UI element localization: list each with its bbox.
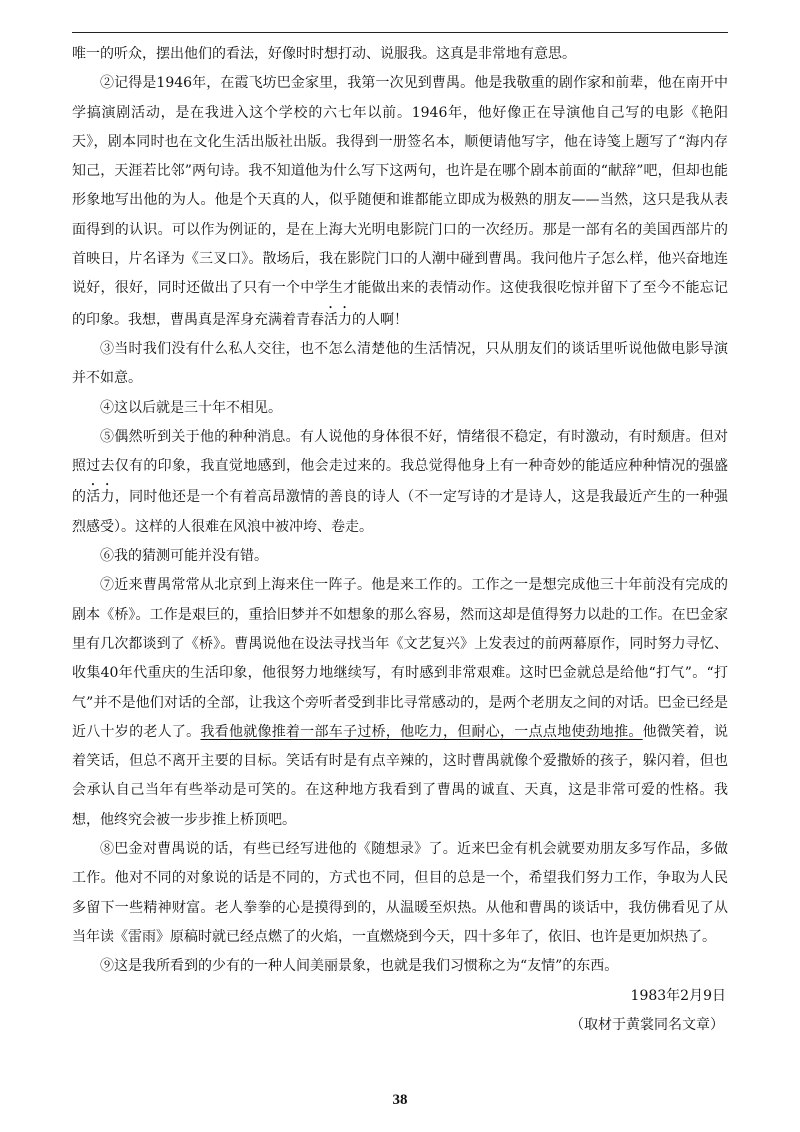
header-rule bbox=[72, 32, 728, 33]
paragraph-6 bbox=[72, 542, 728, 571]
paragraph-4-text: ④这以后就是三十年不相见。 bbox=[100, 399, 282, 416]
paragraph-4 bbox=[72, 394, 728, 423]
paragraph-6-text: ⑥我的猜测可能并没有错。 bbox=[100, 548, 268, 565]
article-source: （取材于黄裳同名文章） bbox=[570, 1016, 724, 1033]
paragraph-9-text: ⑨这是我所看到的少有的一种人间美丽景象，也就是我们习惯称之为“友情”的东西。 bbox=[100, 958, 619, 975]
emphasized-word: 活力 bbox=[324, 311, 352, 328]
page-number: 38 bbox=[392, 1092, 408, 1108]
paragraph-9 bbox=[72, 952, 728, 981]
paragraph-1-text: 唯一的听众，摆出他们的看法，好像时时想打动、说服我。这真是非常地有意思。 bbox=[72, 46, 576, 62]
paragraph-2 bbox=[72, 69, 728, 335]
paragraph-5 bbox=[72, 423, 728, 542]
paragraph-7-text: ⑦近来曹禺常常从北京到上海来住一阵子。他是来工作的。工作之一是想完成他三十年前没有完成的剧本《桥》。工作是艰巨的，重拾旧梦并不如想象的那么容易，然而这却是值得努力以赴的工作。在巴金家里有几次都谈到了《桥》。曹禺说他在设法寻找当年《文艺复兴》上发表过的前两幕原作，同时努力寻忆、收集40年代重庆的生活印象，他很努力地继续写，有时感到非常艰难。这时巴金就总是给他“打气”。“打气”并不是他们对话的全部，让我这个旁听者受到非比寻常感动的，是两个老朋友之间的对话。巴金已经是近八十岁的老人了。 bbox=[72, 577, 728, 740]
underlined-sentence: 我看他就像推着一部车子过桥，他吃力，但耐心，一点点地使劲地推。 bbox=[200, 723, 643, 740]
paragraph-7 bbox=[72, 571, 728, 835]
paragraph-3-text: ③当时我们没有什么私人交往，也不怎么清楚他的生活情况，只从朋友们的谈话里听说他做电影导演并不如意。 bbox=[72, 340, 728, 387]
paragraph-2-tail: 的人啊！ bbox=[352, 311, 408, 328]
paragraph-3 bbox=[72, 335, 728, 394]
paragraph-5-tail: ，同时他还是一个有着高昂激情的善良的诗人（不一定写诗的才是诗人，这是我最近产生的一种强烈感受）。这样的人很难在风浪中被冲垮、卷走。 bbox=[72, 489, 729, 535]
paragraph-1 bbox=[72, 40, 728, 69]
article-body bbox=[72, 40, 728, 1040]
paragraph-8-text: ⑧巴金对曹禺说的话，有些已经写进他的《随想录》了。近来巴金有机会就要劝朋友多写作品，多做工作。他对不同的对象说的话是不同的，方式也不同，但目的总是一个，希望我们努力工作，争取为人民多留下一些精神财富。老人拳拳的心是摸得到的，从温暖至炽热。从他和曹禺的谈话中，我仿佛看见了从当年读《雷雨》原稿时就已经点燃了的火焰，一直燃烧到今天，四十多年了，依旧、也许是更加炽热了。 bbox=[72, 841, 728, 945]
paragraph-7-tail: 他微笑着，说着笑话，但总不离开主要的目标。笑话有时是有点辛辣的，这时曹禺就像个爱撒娇的孩子，躲闪着，但也会承认自己当年有些举动是可笑的。在这种地方我看到了曹禺的诚直、天真，这是非常可爱的性格。我想，他终究会被一步步推上桥顶吧。 bbox=[72, 723, 729, 828]
emphasized-word: 活力 bbox=[86, 489, 115, 506]
paragraph-8 bbox=[72, 835, 728, 952]
paragraph-2-text: ②记得是1946年，在霞飞坊巴金家里，我第一次见到曹禺。他是我敬重的剧作家和前辈，他在南开中学搞演剧活动，是在我进入这个学校的六七年以前。1946年，他好像正在导演他自己写的电影《艳阳天》，剧本同时也在文化生活出版社出版。我得到一册签名本，顺便请他写字，他在诗笺上题写了“海内存知己，天涯若比邻”两句诗。我不知道他为什么写下这两句，也许是在哪个剧本前面的“献辞”吧，但却也能形象地写出他的为人。他是个天真的人，似乎随便和谁都能立即成为极熟的朋友——当然，这只是我从表面得到的认识。可以作为例证的，是在上海大光明电影院门口的一次经历。那是一部有名的美国西部片的首映日，片名译为《三叉口》。散场后，我在影院门口的人潮中碰到曹禺。我问他片子怎么样，他兴奋地连说好，很好，同时还做出了只有一个中学生才能做出来的表情动作。这使我很吃惊并留下了至今不能忘记的印象。我想，曹禺真是浑身充满着青春 bbox=[72, 75, 728, 328]
paragraph-5-text: ⑤偶然听到关于他的种种消息。有人说他的身体很不好，情绪很不稳定，有时激动，有时颓唐。但对照过去仅有的印象，我直觉地感到，他会走过来的。我总觉得他身上有一种奇妙的能适应种种情况的强盛的 bbox=[72, 428, 728, 506]
article-date: 1983年2月9日 bbox=[630, 987, 726, 1004]
